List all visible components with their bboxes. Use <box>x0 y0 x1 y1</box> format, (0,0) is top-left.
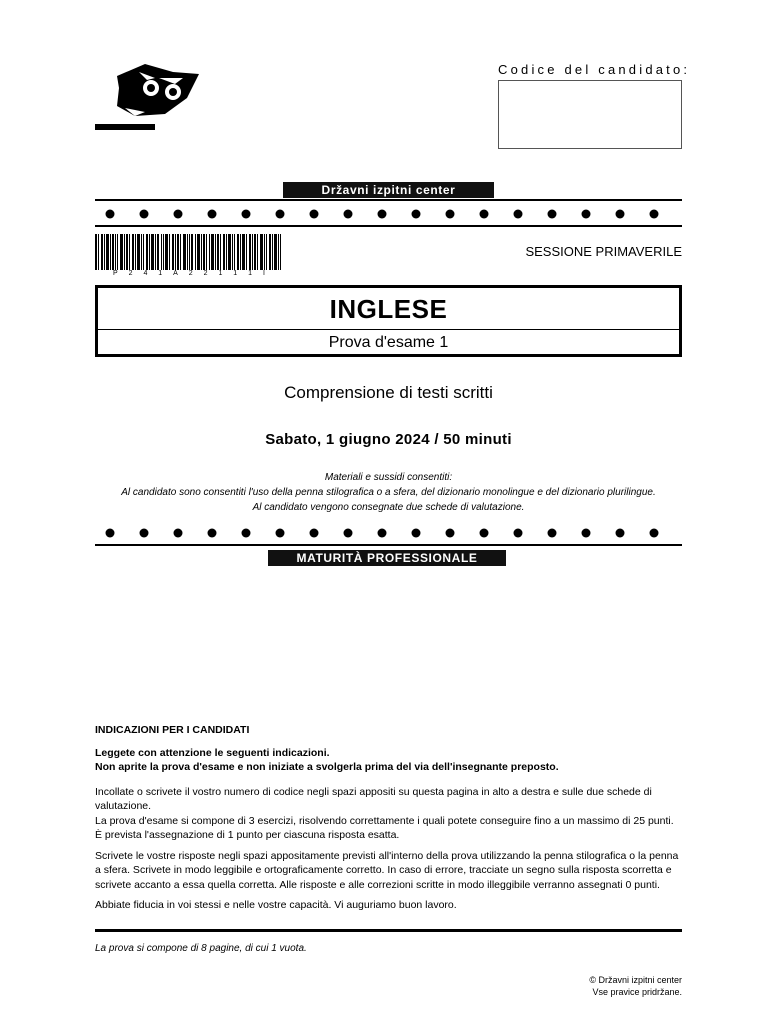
divider-line <box>95 199 682 201</box>
institution-banner: Državni izpitni center <box>283 182 494 198</box>
exam-level-banner: MATURITÀ PROFESSIONALE <box>268 550 506 566</box>
dot-row <box>104 208 672 220</box>
instructions-bold-line: Leggete con attenzione le seguenti indicazioni. <box>95 746 330 759</box>
materials-section <box>95 470 682 515</box>
session-label: SESSIONE PRIMAVERILE <box>525 244 682 259</box>
instructions-paragraph: Abbiate fiducia in voi stessi e nelle vostre capacità. Vi auguriamo buon lavoro. <box>95 899 457 911</box>
pages-note: La prova si compone di 8 pagine, di cui 1 vuota. <box>95 943 307 954</box>
barcode-number: P 2 4 1 A 2 2 1 1 1 I <box>113 270 265 277</box>
copyright-notice: © Državni izpitni center Vse pravice pridržane. <box>589 975 682 997</box>
candidate-code-label: Codice del candidato: <box>498 62 691 77</box>
instructions-paragraph: La prova d'esame si compone di 3 esercizi, risolvendo correttamente i quali potete conseguire fino a un massimo di 25 punti. <box>95 814 674 827</box>
instructions-heading: INDICAZIONI PER I CANDIDATI <box>95 724 250 736</box>
instructions-paragraph: Incollate o scrivete il vostro numero di codice negli spazi appositi su questa pagina in alto a destra e sulle due schede di valutazione. <box>95 785 652 812</box>
divider-line <box>95 929 682 932</box>
divider-line <box>95 544 682 546</box>
title-divider <box>98 329 679 330</box>
exam-date-duration: Sabato, 1 giugno 2024 / 50 minuti <box>265 431 512 448</box>
exam-subtitle: Comprensione di testi scritti <box>284 383 493 402</box>
materials-line: Al candidato vengono consegnate due schede di valutazione. <box>252 502 525 513</box>
instructions-paragraph: È prevista l'assegnazione di 1 punto per ciascuna risposta esatta. <box>95 829 400 841</box>
instructions-section <box>95 723 685 919</box>
candidate-code-box[interactable] <box>498 80 682 149</box>
materials-heading: Materiali e sussidi consentiti: <box>324 472 453 483</box>
barcode-icon <box>95 234 281 270</box>
owl-logo-icon <box>95 58 205 133</box>
instructions-paragraph: Scrivete le vostre risposte negli spazi appositamente previsti all'interno della prova utilizzando la penna stilografica o la penna a sfera. Scrivete in modo leggibile e ortograficamente corretto. In caso di errore, tracciate un segno sulla risposta scorretta e scrivete accanto a essa quella corretta. Alle risposte e alle correzioni scritte in modo illeggibile verranno assegnati 0 punti. <box>95 849 679 891</box>
divider-line <box>95 225 682 227</box>
subject-title: INGLESE <box>329 294 448 324</box>
materials-line: Al candidato sono consentiti l'uso della penna stilografica o a sfera, del dizionario monolingue e del dizionario plurilingue. <box>121 487 656 498</box>
dot-row <box>104 527 672 539</box>
instructions-bold-line: Non aprite la prova d'esame e non iniziate a svolgerla prima del via dell'insegnante preposto. <box>95 761 559 773</box>
paper-title: Prova d'esame 1 <box>328 334 449 351</box>
